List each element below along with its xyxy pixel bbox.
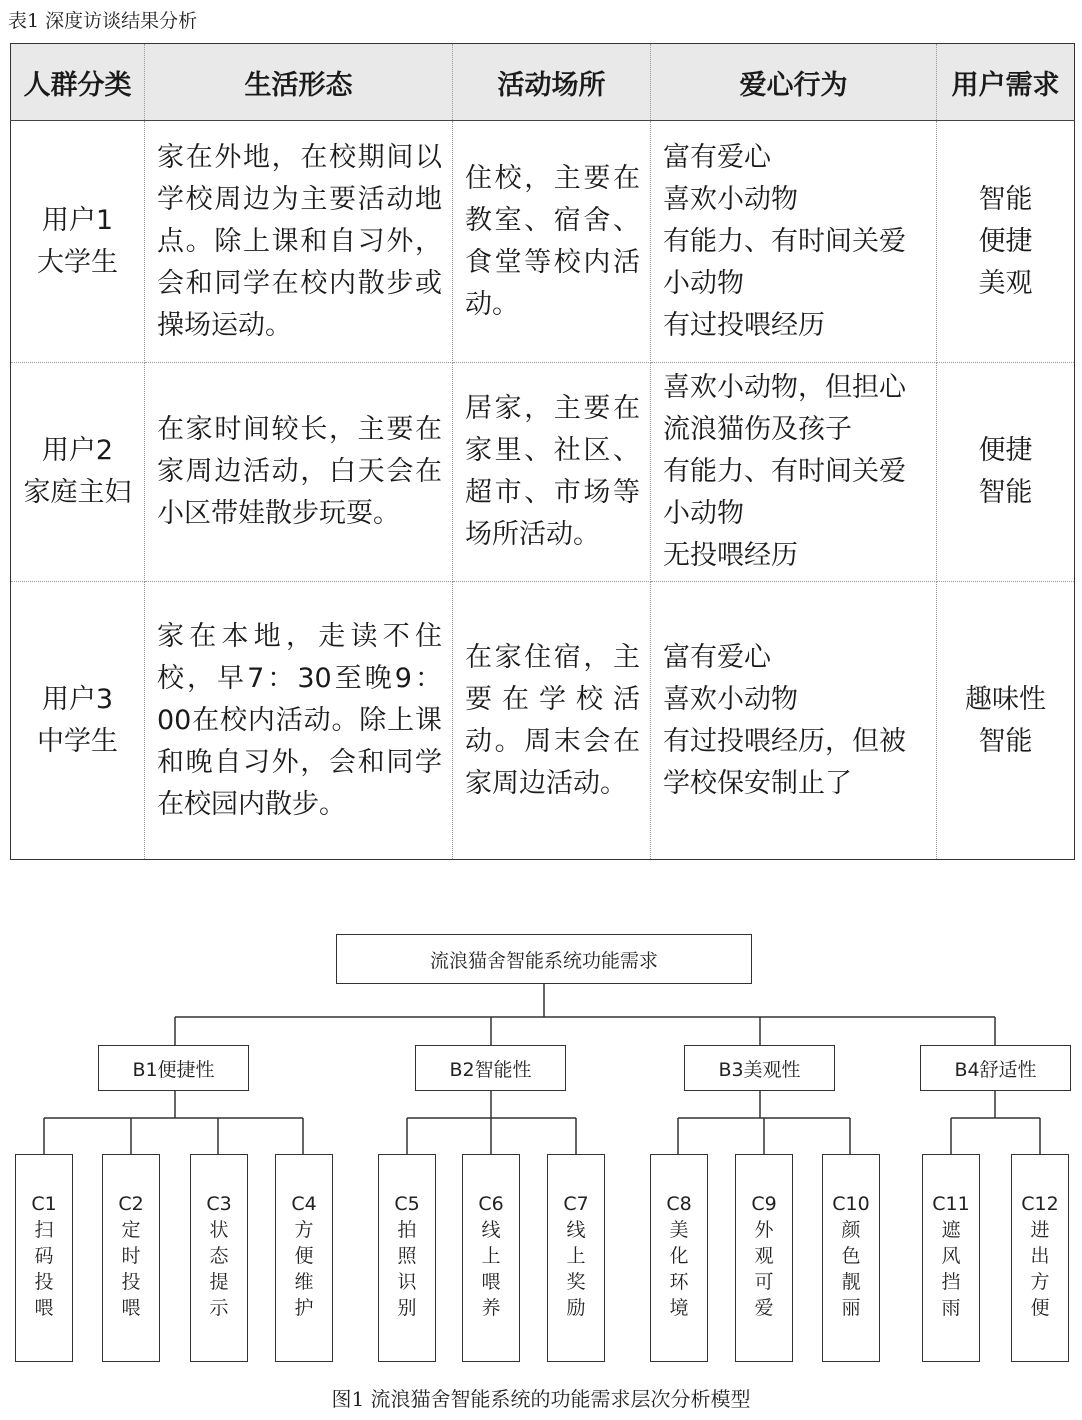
cell-place: 住校，主要在教室、宿舍、食堂等校内活动。: [453, 121, 651, 363]
c-node-label: 扫码投喂: [34, 1219, 54, 1319]
c-node-code: C2: [118, 1193, 144, 1215]
cell-life: 家在本地，走读不住校，早7：30至晚9：00在校内活动。除上课和晚自习外，会和同学在校园内散步。: [145, 582, 453, 860]
cell-need: 智能 便捷 美观: [937, 121, 1075, 363]
header-need: 用户需求: [937, 44, 1075, 121]
header-group: 人群分类: [11, 44, 145, 121]
cell-care: 富有爱心 喜欢小动物 有过投喂经历，但被学校保安制止了: [651, 582, 937, 860]
c-node-code: C9: [751, 1193, 777, 1215]
c-node-code: C3: [206, 1193, 232, 1215]
c-node-label: 颜色靓丽: [841, 1219, 861, 1319]
c-node: [650, 1154, 708, 1362]
c-node: [822, 1154, 880, 1362]
b-node: B3美观性: [684, 1045, 835, 1091]
header-care: 爱心行为: [651, 44, 937, 121]
c-node-label: 进出方便: [1030, 1219, 1050, 1319]
table-row: [11, 582, 1075, 860]
c-node-code: C6: [478, 1193, 504, 1215]
c-node: [102, 1154, 160, 1362]
cell-group: 用户1 大学生: [11, 121, 145, 363]
b-node: B2智能性: [415, 1045, 566, 1091]
cell-life: 家在外地，在校期间以学校周边为主要活动地点。除上课和自习外，会和同学在校内散步或操场运动。: [145, 121, 453, 363]
cell-care: 富有爱心 喜欢小动物 有能力、有时间关爱小动物 有过投喂经历: [651, 121, 937, 363]
cell-place: 在家住宿，主要在学校活动。周末会在家周边活动。: [453, 582, 651, 860]
interview-table: [10, 43, 1075, 860]
c-node: [378, 1154, 436, 1362]
c-node-code: C7: [563, 1193, 589, 1215]
c-node: [922, 1154, 980, 1362]
c-node: [15, 1154, 73, 1362]
c-node-label: 线上奖励: [566, 1219, 586, 1319]
c-node-label: 状态提示: [209, 1219, 229, 1319]
table-caption: 表1 深度访谈结果分析: [8, 10, 198, 32]
header-life: 生活形态: [145, 44, 453, 121]
c-node-code: C8: [666, 1193, 692, 1215]
b-node: B4舒适性: [920, 1045, 1071, 1091]
cell-need: 便捷 智能: [937, 363, 1075, 582]
figure-caption: 图1 流浪猫舍智能系统的功能需求层次分析模型: [331, 1387, 751, 1411]
c-node-code: C10: [832, 1193, 870, 1215]
c-node-code: C4: [291, 1193, 317, 1215]
table-header-row: [11, 44, 1075, 121]
cell-group: 用户2 家庭主妇: [11, 363, 145, 582]
c-node-label: 拍照识别: [397, 1219, 417, 1319]
c-node: [275, 1154, 333, 1362]
header-place: 活动场所: [453, 44, 651, 121]
c-node-label: 外观可爱: [754, 1219, 774, 1319]
c-node-label: 美化环境: [669, 1219, 689, 1319]
c-node: [190, 1154, 248, 1362]
cell-life: 在家时间较长，主要在家周边活动，白天会在小区带娃散步玩耍。: [145, 363, 453, 582]
c-node: [735, 1154, 793, 1362]
b-node: B1便捷性: [98, 1045, 249, 1091]
cell-group: 用户3 中学生: [11, 582, 145, 860]
table-row: [11, 121, 1075, 363]
table-row: [11, 363, 1075, 582]
c-node: [462, 1154, 520, 1362]
cell-need: 趣味性 智能: [937, 582, 1075, 860]
c-node-label: 定时投喂: [121, 1219, 141, 1319]
c-node-label: 遮风挡雨: [941, 1219, 961, 1319]
c-node: [547, 1154, 605, 1362]
c-node-label: 线上喂养: [481, 1219, 501, 1319]
c-node: [1011, 1154, 1069, 1362]
c-node-code: C5: [394, 1193, 420, 1215]
cell-place: 居家，主要在家里、社区、超市、市场等场所活动。: [453, 363, 651, 582]
cell-care: 喜欢小动物，但担心流浪猫伤及孩子 有能力、有时间关爱小动物 无投喂经历: [651, 363, 937, 582]
root-node: 流浪猫舍智能系统功能需求: [336, 934, 752, 984]
c-node-code: C11: [932, 1193, 970, 1215]
c-node-code: C12: [1021, 1193, 1059, 1215]
c-node-label: 方便维护: [294, 1219, 314, 1319]
c-node-code: C1: [31, 1193, 57, 1215]
